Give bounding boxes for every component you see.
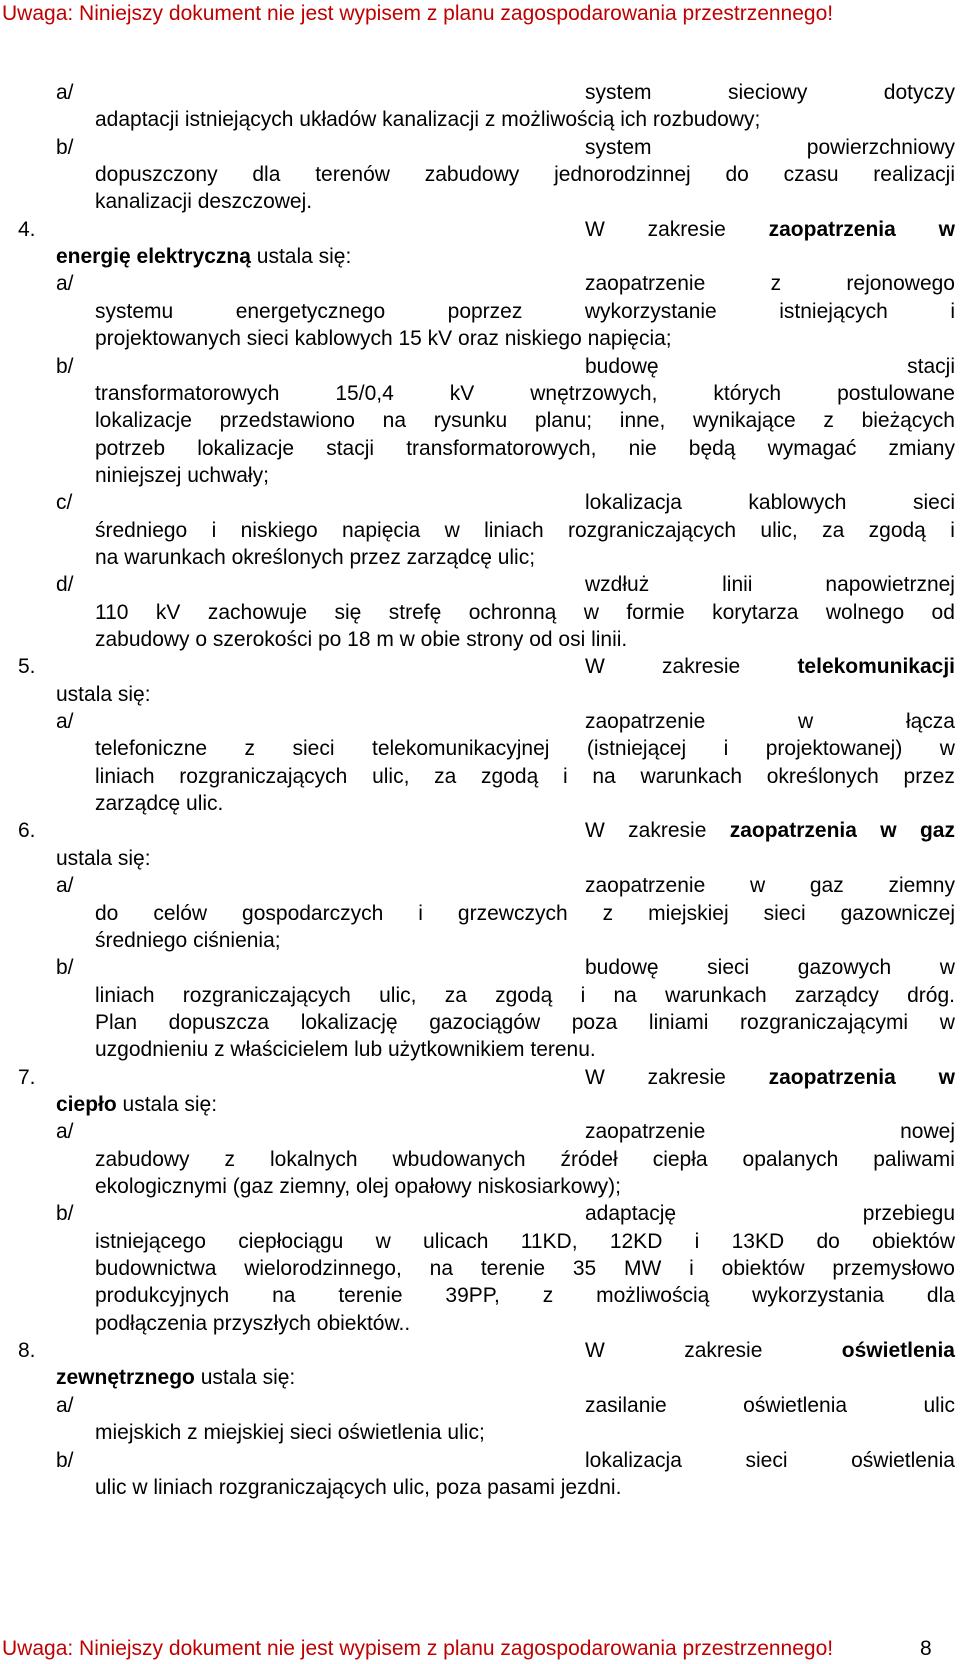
list-marker: a/ (56, 81, 74, 104)
text-line (0, 1118, 960, 1147)
text-line (0, 927, 960, 956)
text-line (0, 1173, 960, 1202)
text-line (0, 1228, 960, 1257)
list-item-text: kanalizacji deszczowej. (95, 190, 313, 214)
list-marker: b/ (56, 1448, 74, 1472)
text-line (0, 900, 960, 929)
text-line (0, 435, 960, 464)
list-item-text: 110 kV zachowuje się strefę ochronną w formie korytarza wolnego od (95, 600, 955, 624)
section-heading: W zakresie zaopatrzenia w (585, 217, 955, 241)
text-line (0, 1310, 960, 1339)
list-item-text: liniach rozgraniczających ulic, za zgodą i na warunkach określonych przez (95, 764, 955, 788)
text-line (0, 216, 960, 245)
text-line (0, 763, 960, 792)
text-line (0, 817, 960, 846)
text-line (0, 1091, 960, 1120)
list-item-text: zarządcę ulic. (95, 792, 224, 816)
list-marker: a/ (56, 1393, 74, 1417)
text-line (0, 1255, 960, 1284)
list-marker: b/ (56, 135, 74, 159)
text-line (0, 954, 960, 983)
page-number: 8 (920, 1637, 932, 1660)
text-line (0, 188, 960, 217)
section-heading: W zakresie zaopatrzenia w (585, 1065, 955, 1089)
text-line (0, 571, 960, 600)
list-item-lead: lokalizacja kablowych sieci (585, 491, 955, 515)
list-item-text: zabudowy o szerokości po 18 m w obie strony od osi linii. (95, 628, 628, 651)
text-line (0, 106, 960, 135)
text-line (0, 380, 960, 409)
list-item-lead: zaopatrzenie z rejonowego (585, 272, 955, 296)
list-marker: b/ (56, 354, 74, 378)
list-item-lead: budowę sieci gazowych w (585, 956, 955, 980)
text-line (0, 489, 960, 518)
text-line (0, 1364, 960, 1393)
section-heading-continuation: zewnętrznego ustala się: (56, 1366, 296, 1390)
text-line (0, 790, 960, 819)
list-item-text: budownictwa wielorodzinnego, na terenie 35 MW i obiektów przemysłowo (95, 1257, 955, 1281)
list-item-text: lokalizacje przedstawiono na rysunku planu; inne, wynikające z bieżących (95, 409, 955, 433)
list-item-text: podłączenia przyszłych obiektów.. (95, 1311, 411, 1335)
list-marker: b/ (56, 956, 74, 980)
list-item-lead: wzdłuż linii napowietrznej (585, 573, 955, 597)
section-number: 5. (18, 655, 36, 679)
list-item-lead: zaopatrzenie nowej (585, 1120, 955, 1144)
section-heading-continuation: energię elektryczną ustala się: (56, 245, 352, 269)
text-line (0, 1447, 960, 1476)
text-line (0, 735, 960, 764)
list-item-text: miejskich z miejskiej sieci oświetlenia ulic; (95, 1421, 485, 1445)
text-line (0, 243, 960, 272)
text-line (0, 1200, 960, 1229)
text-line (0, 681, 960, 710)
list-item-text: zabudowy z lokalnych wbudowanych źródeł ciepła opalanych paliwami (95, 1147, 955, 1171)
disclaimer-banner-bottom: Uwaga: Niniejszy dokument nie jest wypisem z planu zagospodarowania przestrzennego! (2, 1637, 834, 1660)
list-marker: a/ (56, 1120, 74, 1144)
text-line (0, 134, 960, 163)
section-heading: W zakresie oświetlenia (585, 1339, 955, 1363)
text-line (0, 79, 960, 108)
text-line (0, 1419, 960, 1448)
section-number: 8. (18, 1339, 36, 1363)
text-line (0, 1146, 960, 1175)
section-heading: W zakresie telekomunikacji (585, 655, 955, 679)
text-line (0, 161, 960, 190)
text-line (0, 517, 960, 546)
list-marker: a/ (56, 272, 74, 296)
list-item-text: projektowanych sieci kablowych 15 kV oraz niskiego napięcia; (95, 327, 672, 351)
text-line (0, 407, 960, 436)
list-item-lead: zasilanie oświetlenia ulic (585, 1393, 955, 1417)
list-item-text: Plan dopuszcza lokalizację gazociągów poza liniami rozgraniczającymi w (95, 1010, 955, 1034)
list-item-text: do celów gospodarczych i grzewczych z miejskiej sieci gazowniczej (95, 901, 955, 925)
text-line (0, 298, 960, 327)
list-item-lead: adaptację przebiegu (585, 1202, 955, 1226)
section-heading-continuation: ustala się: (56, 846, 151, 870)
list-marker: a/ (56, 874, 74, 898)
text-line (0, 1064, 960, 1093)
text-line (0, 325, 960, 354)
list-item-text: systemu energetycznego poprzez wykorzystanie istniejących i (95, 299, 955, 323)
list-item-text: średniego ciśnienia; (95, 928, 281, 952)
list-item-text: uzgodnieniu z właścicielem lub użytkownikiem terenu. (95, 1038, 596, 1062)
list-item-text: ulic w liniach rozgraniczających ulic, poza pasami jezdni. (95, 1475, 622, 1499)
text-line (0, 872, 960, 901)
list-item-lead: budowę stacji (585, 354, 955, 378)
list-item-lead: system sieciowy dotyczy (585, 81, 955, 104)
section-number: 4. (18, 217, 36, 241)
list-item-lead: zaopatrzenie w łącza (585, 710, 955, 734)
text-line (0, 1474, 960, 1503)
text-line (0, 544, 960, 573)
text-line (0, 270, 960, 299)
text-line (0, 599, 960, 628)
text-line (0, 626, 960, 655)
list-item-lead: system powierzchniowy (585, 135, 955, 159)
list-item-text: telefoniczne z sieci telekomunikacyjnej (istniejącej i projektowanej) w (95, 737, 955, 761)
section-heading: W zakresie zaopatrzenia w gaz (585, 819, 955, 843)
list-item-lead: zaopatrzenie w gaz ziemny (585, 874, 955, 898)
list-item-text: liniach rozgraniczających ulic, za zgodą i na warunkach zarządcy dróg. (95, 983, 955, 1007)
list-item-text: średniego i niskiego napięcia w liniach rozgraniczających ulic, za zgodą i (95, 518, 955, 542)
disclaimer-banner-top: Uwaga: Niniejszy dokument nie jest wypisem z planu zagospodarowania przestrzennego! (2, 2, 834, 25)
list-item-text: potrzeb lokalizacje stacji transformatorowych, nie będą wymagać zmiany (95, 436, 955, 460)
list-item-text: adaptacji istniejących układów kanalizacji z możliwością ich rozbudowy; (95, 108, 761, 132)
text-line (0, 1392, 960, 1421)
text-line (0, 708, 960, 737)
list-marker: d/ (56, 573, 74, 597)
list-marker: a/ (56, 710, 74, 734)
list-item-text: produkcyjnych na terenie 39PP, z możliwością wykorzystania dla (95, 1284, 955, 1308)
text-line (0, 1036, 960, 1065)
text-line (0, 653, 960, 682)
text-line (0, 1337, 960, 1366)
section-number: 7. (18, 1065, 36, 1089)
text-line (0, 1282, 960, 1311)
text-line (0, 982, 960, 1011)
text-line (0, 462, 960, 491)
list-item-text: niniejszej uchwały; (95, 463, 269, 487)
list-marker: b/ (56, 1202, 74, 1226)
list-item-text: ekologicznymi (gaz ziemny, olej opałowy niskosiarkowy); (95, 1175, 621, 1198)
text-line (0, 353, 960, 382)
list-item-lead: lokalizacja sieci oświetlenia (585, 1448, 955, 1472)
text-line (0, 845, 960, 874)
section-heading-continuation: ustala się: (56, 682, 151, 706)
list-item-text: na warunkach określonych przez zarządcę ulic; (95, 545, 536, 569)
list-item-text: transformatorowych 15/0,4 kV wnętrzowych, których postulowane (95, 381, 955, 405)
section-heading-continuation: ciepło ustala się: (56, 1092, 218, 1116)
list-item-text: istniejącego ciepłociągu w ulicach 11KD, 12KD i 13KD do obiektów (95, 1229, 955, 1253)
section-number: 6. (18, 819, 36, 843)
text-line (0, 1009, 960, 1038)
list-item-text: dopuszczony dla terenów zabudowy jednorodzinnej do czasu realizacji (95, 163, 955, 187)
list-marker: c/ (56, 491, 73, 515)
